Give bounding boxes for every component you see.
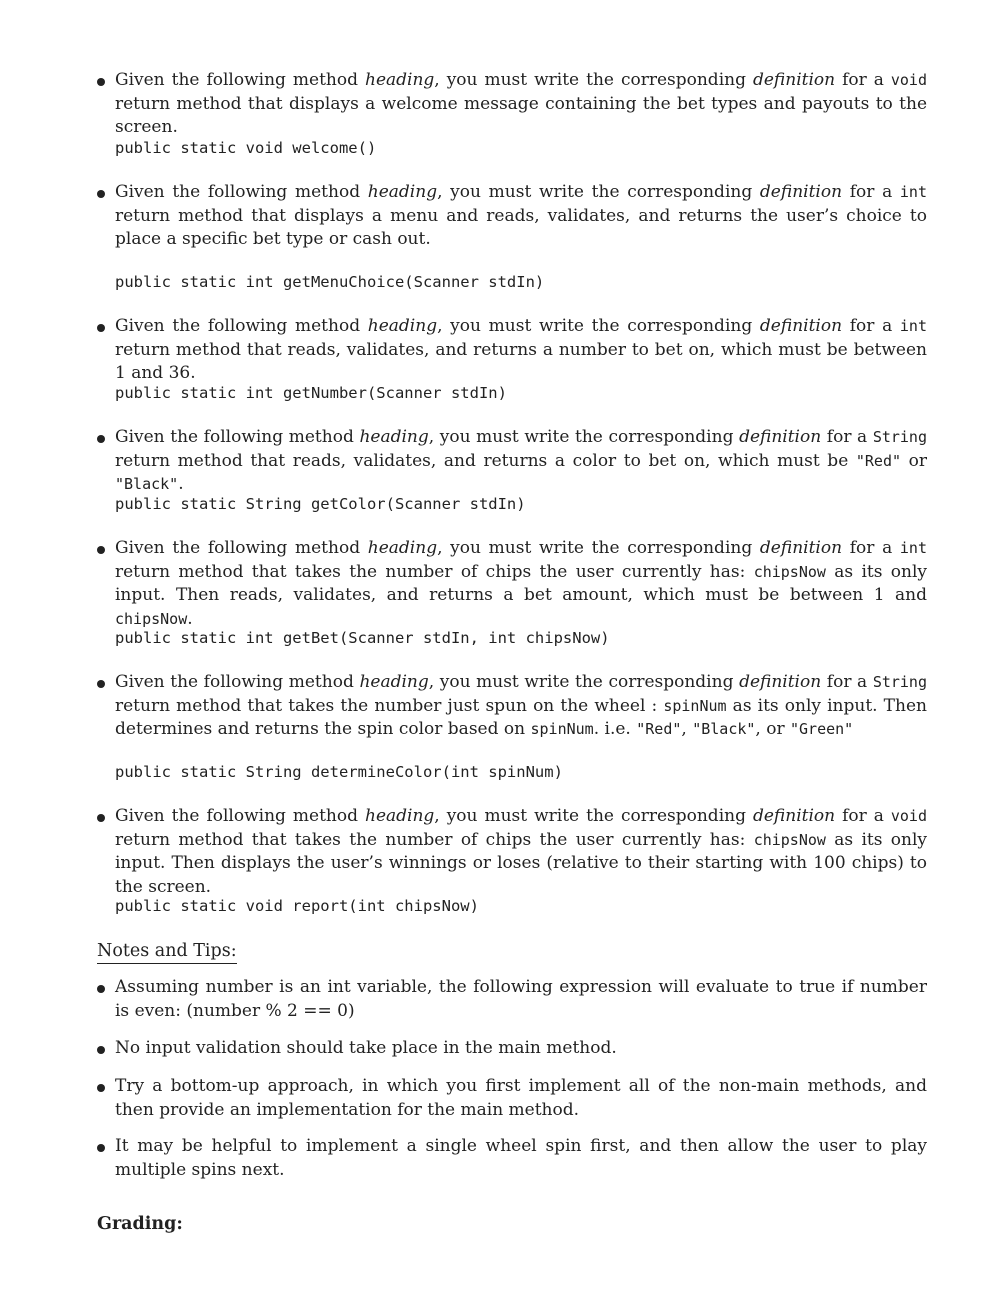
bullet xyxy=(97,1084,105,1092)
tip-text: It may be helpful to implement a single wheel spin first, and then allow the user to play multiple spins next. xyxy=(115,1136,927,1180)
bullet xyxy=(97,680,105,688)
notes-heading: Notes and Tips: xyxy=(97,940,237,964)
tip-text: Assuming number is an int variable, the following expression will evaluate to true if number is even: (number % 2 == 0) xyxy=(115,977,927,1021)
tip-item xyxy=(97,1037,927,1061)
item-text: Given the following method heading, you must write the corresponding definition for a int return method that takes the number of chips the user currently has: chipsNow as its only input. Then reads, validates, and returns a bet amount, which must be between 1 and chipsNow. xyxy=(115,538,928,629)
list-item-report xyxy=(97,805,927,899)
tip-item xyxy=(97,976,927,1023)
bullet xyxy=(97,324,105,332)
bullet xyxy=(97,190,105,198)
item-text: Given the following method heading, you must write the corresponding definition for a void return method that takes the number of chips the user currently has: chipsNow as its only input. Then displays the user’s winnings or loses (relative to their starting with 100 chips) to the screen. xyxy=(115,806,928,897)
list-item-get-bet xyxy=(97,537,927,631)
list-item-get-color xyxy=(97,426,927,497)
list-item-determine-color xyxy=(97,671,927,742)
tip-text: Try a bottom-up approach, in which you first implement all of the non-main methods, and then provide an implementation for the main method. xyxy=(115,1076,927,1120)
bullet xyxy=(97,546,105,554)
tip-text: No input validation should take place in the main method. xyxy=(115,1038,617,1058)
code-signature-report: public static void report(int chipsNow) xyxy=(115,897,479,915)
grading-heading: Grading: xyxy=(97,1214,183,1234)
code-signature-get-color: public static String getColor(Scanner stdIn) xyxy=(115,495,526,513)
code-signature-get-number: public static int getNumber(Scanner stdIn) xyxy=(115,384,507,402)
list-item-welcome xyxy=(97,69,927,140)
item-text: Given the following method heading, you must write the corresponding definition for a int return method that reads, validates, and returns a number to bet on, which must be between 1 and 36. xyxy=(115,316,927,383)
list-item-get-menu-choice xyxy=(97,181,927,252)
bullet xyxy=(97,1144,105,1152)
code-signature-get-menu-choice: public static int getMenuChoice(Scanner stdIn) xyxy=(115,273,545,291)
list-item-get-number xyxy=(97,315,927,386)
item-text: Given the following method heading, you must write the corresponding definition for a String return method that takes the number just spun on the wheel : spinNum as its only input. Then determines and returns the spin color based on spinNum. i.e. "Red", "Black", or "Green" xyxy=(115,672,927,739)
tip-item xyxy=(97,1135,927,1182)
code-signature-welcome: public static void welcome() xyxy=(115,139,377,157)
bullet xyxy=(97,78,105,86)
bullet xyxy=(97,1046,105,1054)
item-text: Given the following method heading, you must write the corresponding definition for a String return method that reads, validates, and returns a color to bet on, which must be "Red" or "Black". xyxy=(115,427,928,494)
code-signature-determine-color: public static String determineColor(int spinNum) xyxy=(115,763,563,781)
tip-item xyxy=(97,1075,927,1122)
code-signature-get-bet: public static int getBet(Scanner stdIn, int chipsNow) xyxy=(115,629,610,647)
bullet xyxy=(97,435,105,443)
bullet xyxy=(97,985,105,993)
bullet xyxy=(97,814,105,822)
item-text: Given the following method heading, you must write the corresponding definition for a void return method that displays a welcome message containing the bet types and payouts to the screen. xyxy=(115,70,927,137)
item-text: Given the following method heading, you must write the corresponding definition for a int return method that displays a menu and reads, validates, and returns the user’s choice to place a specific bet type or cash out. xyxy=(115,182,927,249)
